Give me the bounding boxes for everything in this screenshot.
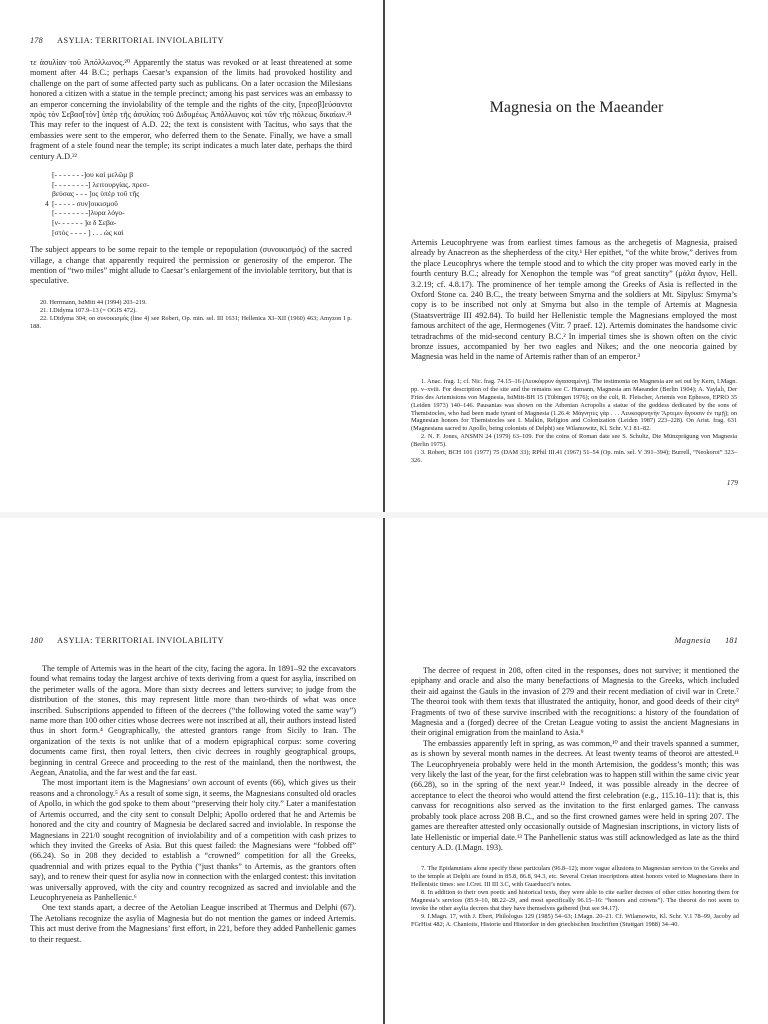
running-head: [675, 636, 738, 645]
page-number: 181: [725, 636, 738, 645]
footnote: 7. The Epidamnians alone specify these particulars (96.8–12); more vague allusions to Magnesian services to the Greeks and to the temple at Delphi are found in 85.8, 86.8, 94.3, etc. Several Cretan inscriptions attest honors voted to Magnesians there in Hellenistic times: see I.Cret. III III 3.C, with Guarducci’s notes.: [411, 865, 739, 889]
paragraph: The temple of Artemis was in the heart of the city, facing the agora. In 1891–92 the excavators found what remains today the largest archive of texts deriving from a quest for asylia, inscribed on the perimeter walls of the agora. More than sixty decrees and letters survive; to judge from the distribution of the stones, this may represent little more than two-thirds of what was once inscribed. Subscriptions appended to fifteen of the decrees (“the following voted the same way”) name more than 100 other cities whose decrees were not inscribed at all, their authors instead listed thus in short form.⁴ Geographically, the attested grantors range from Sicily to Iran. The organization of the texts is not unlike that of a modern epigraphical corpus: some covering documents came first, then royal letters, then civic decrees in roughly geographical groups, beginning in central Greece and proceeding to the rest of the mainland, then the northwest, the Aegean, Anatolia, and the far west and the far east.: [30, 664, 356, 778]
footnotes: [411, 865, 739, 928]
inscription-line: 4 [- - - - - συν]οικισμοῦ: [45, 198, 118, 208]
page-number: 180: [30, 636, 43, 645]
page-180: [0, 518, 384, 1024]
chapter-title: Magnesia on the Maeander: [489, 98, 664, 116]
main-column: [411, 666, 739, 929]
running-title: ASYLIA: TERRITORIAL INVIOLABILITY: [57, 636, 225, 645]
footnotes: [411, 378, 737, 465]
footnote: 20. Herrmann, IstMitt 44 (1994) 203–219.: [40, 298, 147, 306]
running-head: [30, 36, 224, 45]
paragraph: One text stands apart, a decree of the Aetolian League inscribed at Thermus and Delphi (67). The Aetolians recognize the asylia of Magnesia but do not mention the games or indeed Artemis. This act must derive from the Magnesians’ first effort, in 221, before they added Panhellenic games to their request.: [30, 903, 356, 944]
footnotes: [30, 299, 352, 331]
paragraph: The decree of request in 208, often cited in the responses, does not survive; it mentioned the epiphany and oracle and also the many benefactions of Magnesia to the Greeks, which included their aid against the Gauls in the invasion of 279 and their recent mediation of civil war in Crete.⁷ The theoroi took with them texts that illustrated the antiquity, honor, and good deeds of their city⁸ Fragments of two of these survive inscribed with the recognitions: a history of the foundation of Magnesia and a (forged) decree of the Cretan League voting to assist the ancient Magnesians in their original emigration from the mainland to Asia.⁹: [411, 666, 739, 738]
footnote: 9. I.Magn. 17, with J. Ebert, Philologus 129 (1985) 54–63; I.Magn. 20–21. Cf. Wilamowitz, Kl. Schr. V.1 78–99, Jacoby ad FGrHist 482; A. Chaniotis, Historie und Historiker in den griechischen Inschriften (Stuttgart 1988) 34–40.: [411, 912, 739, 928]
inscription-line: βεύσας - - - ]ος ὑπὲρ τοῦ τῆς: [52, 189, 140, 199]
inscription-line: [- - - - - - - -] λειτουργίας, πρεσ-: [52, 179, 150, 189]
paragraph: τε ἀσυλίαν τοῦ Ἀπόλλωνος.²⁰ Apparently the status was revoked or at least threatened at some moment after 44 B.C.; perhaps Caesar’s expansion of the limits had provoked hostility and challenge on the part of some affected party such as publicans. On a later occasion the Milesians honored a citizen with a statue in the temple precinct; among his past services was an embassy to an emperor concerning the inviolability of the temple and the rights of the city, [πρεσβ]εύσαντα πρὸς τὸν Σεβασ[τὸν] ὑπὲρ τῆς ἀσυλίας τοῦ Διδυμέως Ἀπόλλωνος καὶ τῶν τῆς πόλεως δικαίων.²¹ This may refer to the inquest of A.D. 22; the text is consistent with Tacitus, who says that the embassies were sent to the emperor, who deferred them to the Senate. Finally, we have a small fragment of a stele found near the temple; its script indicates a much later date, perhaps the third century A.D.²²: [30, 58, 352, 161]
footnote: 8. In addition to their own poetic and historical texts, they were able to cite earlier decrees of other cities honoring them for Magnesia’s services (85.9–10, 88.22–29, and most specifically 96.15–16: “honors and crowns”). The theoroi do not seem to invoke the other asylia decrees that they have themselves gathered (but see 94.17).: [411, 889, 739, 912]
inscription-block: [45, 170, 352, 237]
footnote: 1. Anac. frag. 1; cf. Nic. frag. 74.15–16 (Λευκόφρυν ἀγασσαμένη). The testimonia on Magnesia are set out by Kern, I.Magn. pp. v–xviii. For description of the site and the remains see C. Humann, Magnesia am Maeander (Berlin 1904); A. Yaylalı, Der Fries des Artemisions von Magnesia, IstMitt-BH 15 (Tübingen 1976); on the cult, R. Fleischer, Artemis von Ephesos, EPRO 35 (Leiden 1973) 140–146. Pausanias was shown on the Athenian Acropolis a statue of the goddess dedicated by the sons of Themistocles, who had been made tyrant of Magnesia (1.26.4: Μάγνητες γὰρ . . . Λευκοφρυηνὴν Ἄρτεμιν ἄγουσιν ἐν τιμῇ); on Magnesian honors for Themistocles see I. Malkin, Religion and Colonization (Leiden 1987) 223–228). On Arist. frag. 631 (Magnesians sacred to Apollo, being colonists of Delphi) see Wilamowitz, Kl. Schr. V.1 81–82.: [411, 377, 737, 433]
page-181: [385, 518, 768, 1024]
paragraph: The subject appears to be some repair to the temple or repopulation (συνοικισμός) of the sacred village, a change that apparently required the permission or generosity of the emperor. The mention of “two miles” might allude to Caesar’s enlargement of the inviolable territory, but that is speculative.: [30, 245, 352, 286]
main-column: [30, 58, 352, 330]
page-179: [385, 0, 768, 512]
footnote: 3. Robert, BCH 101 (1977) 75 (DAM 33); RPhil III.41 (1967) 51–54 (Op. min. sel. V 391–394); Burrell, “Neokoroi” 323–326.: [411, 449, 737, 464]
inscription-line: [ν- - - - - - ]α δ Σεβα-: [52, 218, 117, 228]
footnote: 22. I.Didyma 304; on συνοικισμός (line 4) see Robert, Op. min. sel. III 1631; Hellenica XI–XII (1960) 463; Amyzon I p. 188.: [30, 314, 352, 330]
page-178: [0, 0, 384, 512]
running-title: Magnesia: [674, 636, 711, 645]
main-column: [30, 664, 356, 945]
running-head: [30, 636, 224, 645]
footnote: 2. N. F. Jones, ANSMN 24 (1979) 63–109. For the coins of Roman date see S. Schultz, Die Münzprägung von Magnesia (Berlin 1975).: [411, 433, 737, 449]
page-number: 178: [30, 36, 43, 45]
paragraph: The embassies apparently left in spring, as was common,¹⁰ and their travels spanned a summer, as is shown by several month names in the decrees. At least twenty teams of theoroi are attested.¹¹ The Leucophryeneia probably were held in the month Artemision, the goddess’s month; this was very likely the last of the year, for the first celebration was to happen still within the same civic year (66.28), so in the spring of the next year.¹² Indeed, it was possible already in the decree of acceptance to elect the theoroi who would attend the first celebration (e.g., 115.10–11): that is, this canvass for recognitions also served as the invitation to the first enlarged games. The canvass probably took place across 208 B.C., and so the first crowned games were held in spring 207. The games are thereafter attested only occasionally outside of Magnesian inscriptions, in victory lists of late Hellenistic or imperial date.¹³ The Panhellenic status was still acknowledged as late as the third century A.D. (I.Magn. 193).: [411, 738, 739, 852]
inscription-line: [στός - - - - ] . . . ώς καὶ: [52, 227, 124, 237]
inscription-line: [- - - - - - - -]λυρα λόγο-: [52, 208, 125, 218]
inscription-line: [- - - - - - -]ου καὶ μελῶμ β: [52, 170, 134, 180]
paragraph: Artemis Leucophryene was from earliest times famous as the archegetis of Magnesia, praised already by Anacreon as the shepherdess of the city.¹ Her epithet, “of the white brow,” derives from the place Leucophrys where the temple stood and to which the city proper was moved early in the fourth century B.C.; already for Xenophon the temple was “of great sanctity” (μάλα ἅγιον, Hell. 3.2.19; cf. 4.8.17). The prominence of her temple among the Greeks of Asia is reflected in the Oxford Stone ca. 240 B.C., the treaty between Smyrna and the soldiers at Mt. Sipylus: Smyrna’s copy is to be inscribed not only at Smyrna but also in the temple of Artemis at Magnesia (Staatsverträge III 492.84). To build her Hellenistic temple the Magnesians employed the most famous architect of the age, Hermogenes (Vitr. 7 praef. 12). Artemis dominates the handsome civic tetradrachms of the mid-second century B.C.² In imperial times she is shown often on the civic bronze issues, accompanied by her two eagles and Nikes; and the one neocoria gained by Magnesia was held in the name of Artemis rather than of an emperor.³: [411, 238, 737, 362]
paragraph: The most important item is the Magnesians’ own account of events (66), which gives us their reasons and a chronology.⁵ As a result of some sign, it seems, the Magnesians consulted old oracles of Apollo, in which the god spoke to them about “preserving their holy city.” Later a manifestation of Artemis occurred, and the city sent to consult Delphi; Apollo ordered that he and Artemis be honored and the city and country of Magnesia be declared sacred and inviolable. In response the Magnesians in 221/0 sought recognition of inviolability and of a competition with cash prizes to which they invited the Greeks of Asia. But this quest failed: the Magnesians were “fobbed off” (66.24). So in 208 they decided to establish a “crowned” competition for all the Greeks, quadrennial and with prizes equal to the Pythia (“just thanks” to Artemis, as the grantors often say), and to renew their quest for asylia now in connection with the enlarged contest: this invitation was universally approved, with the city and country recognized as sacred and inviolable and the Leucophryeneia as Panhellenic.⁶: [30, 778, 356, 902]
footnote: 21. I.Didyma 107.9–13 (= OGIS 472).: [40, 306, 137, 314]
page-number: 179: [726, 478, 738, 487]
running-title: ASYLIA: TERRITORIAL INVIOLABILITY: [57, 36, 225, 45]
main-column: [411, 238, 737, 465]
